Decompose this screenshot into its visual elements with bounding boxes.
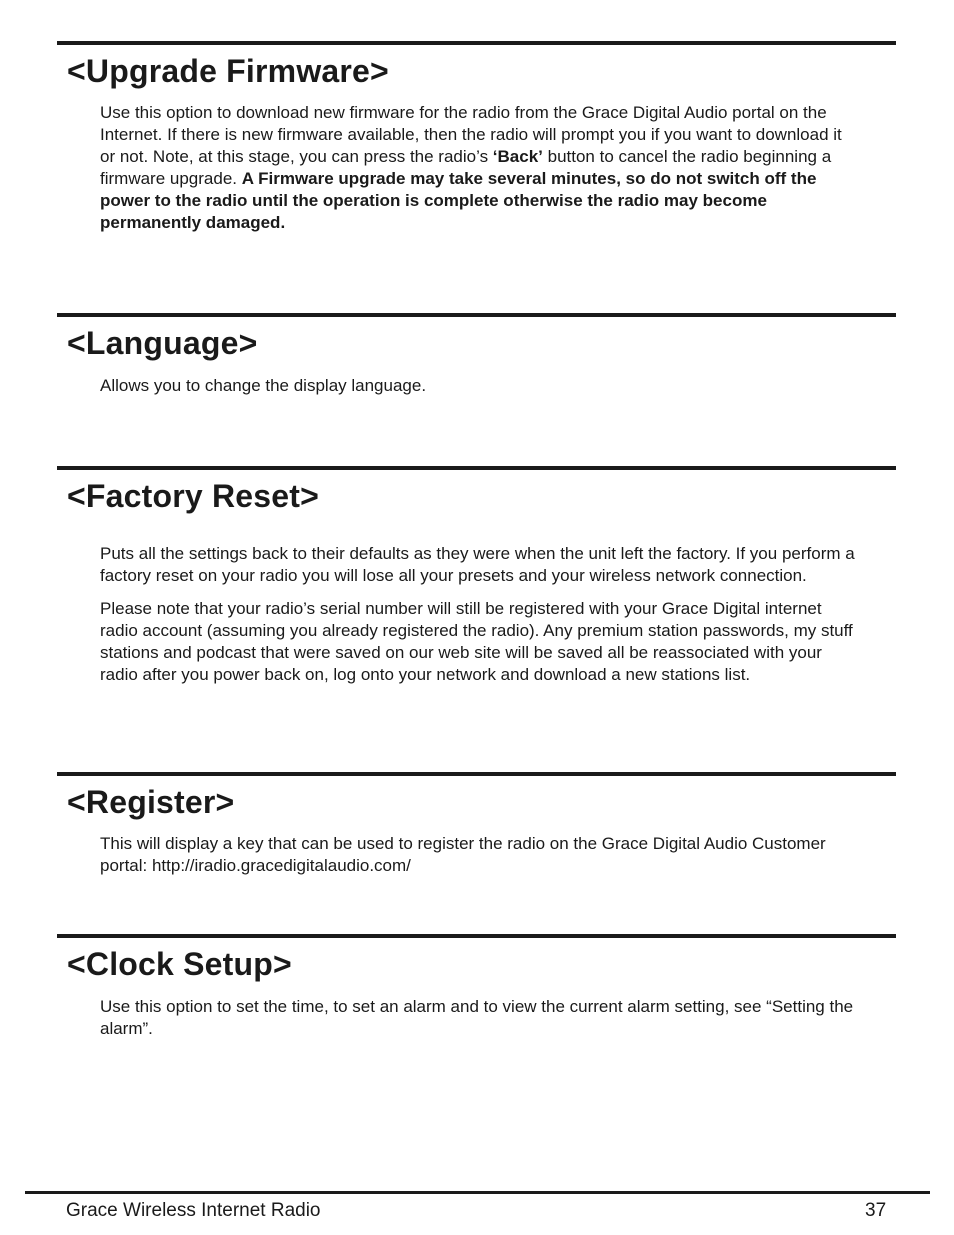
section-factory-reset — [57, 466, 896, 686]
text-run: Use this option to download new firmware for the radio from the Grace Digital Audio portal on the Internet. If there is new firmware available, then the radio will prompt you if you want to download it or not. Note, at this stage, you can press the radio’s — [100, 103, 842, 166]
section-heading: <Register> — [67, 784, 235, 820]
footer-title: Grace Wireless Internet Radio — [66, 1200, 321, 1221]
section-rule — [57, 41, 896, 45]
section-upgrade-firmware — [57, 41, 896, 234]
warning-text: A Firmware upgrade may take several minutes, so do not switch off the power to the radio until the operation is complete otherwise the radio may become permanently damaged. — [100, 169, 817, 232]
section-paragraph: Please note that your radio’s serial number will still be registered with your Grace Digital internet radio account (assuming you already registered the radio). Any premium station passwords, my stuff stations and podcast that were saved on our web site will be saved all be reassociated with your radio after you power back on, log onto your network and download a new stations list. — [100, 599, 853, 684]
page-number: 37 — [865, 1200, 887, 1221]
section-paragraph — [57, 102, 860, 234]
section-rule — [57, 772, 896, 776]
section-heading: <Language> — [67, 325, 258, 361]
section-rule — [57, 466, 896, 470]
section-paragraph: Use this option to set the time, to set an alarm and to view the current alarm setting, see “Setting the alarm”. — [100, 997, 854, 1038]
section-paragraph: Puts all the settings back to their defaults as they were when the unit left the factory. If you perform a factory reset on your radio you will lose all your presets and your wireless network connection. — [100, 544, 855, 585]
section-rule — [57, 934, 896, 938]
section-language — [57, 313, 896, 397]
section-register — [57, 772, 896, 877]
section-clock-setup — [57, 934, 896, 1040]
section-paragraph: This will display a key that can be used to register the radio on the Grace Digital Audio Customer portal: http://iradio.gracedigitalaudio.com/ — [100, 834, 826, 875]
section-heading: <Factory Reset> — [67, 478, 320, 514]
section-paragraph: Allows you to change the display language. — [100, 376, 427, 395]
section-heading: <Clock Setup> — [67, 946, 292, 982]
section-rule — [57, 313, 896, 317]
text-run: button to cancel the radio beginning a firmware upgrade. — [100, 147, 832, 188]
section-heading: <Upgrade Firmware> — [67, 53, 389, 89]
bold-text-run: ‘Back’ — [492, 147, 543, 166]
footer-rule — [25, 1191, 930, 1194]
